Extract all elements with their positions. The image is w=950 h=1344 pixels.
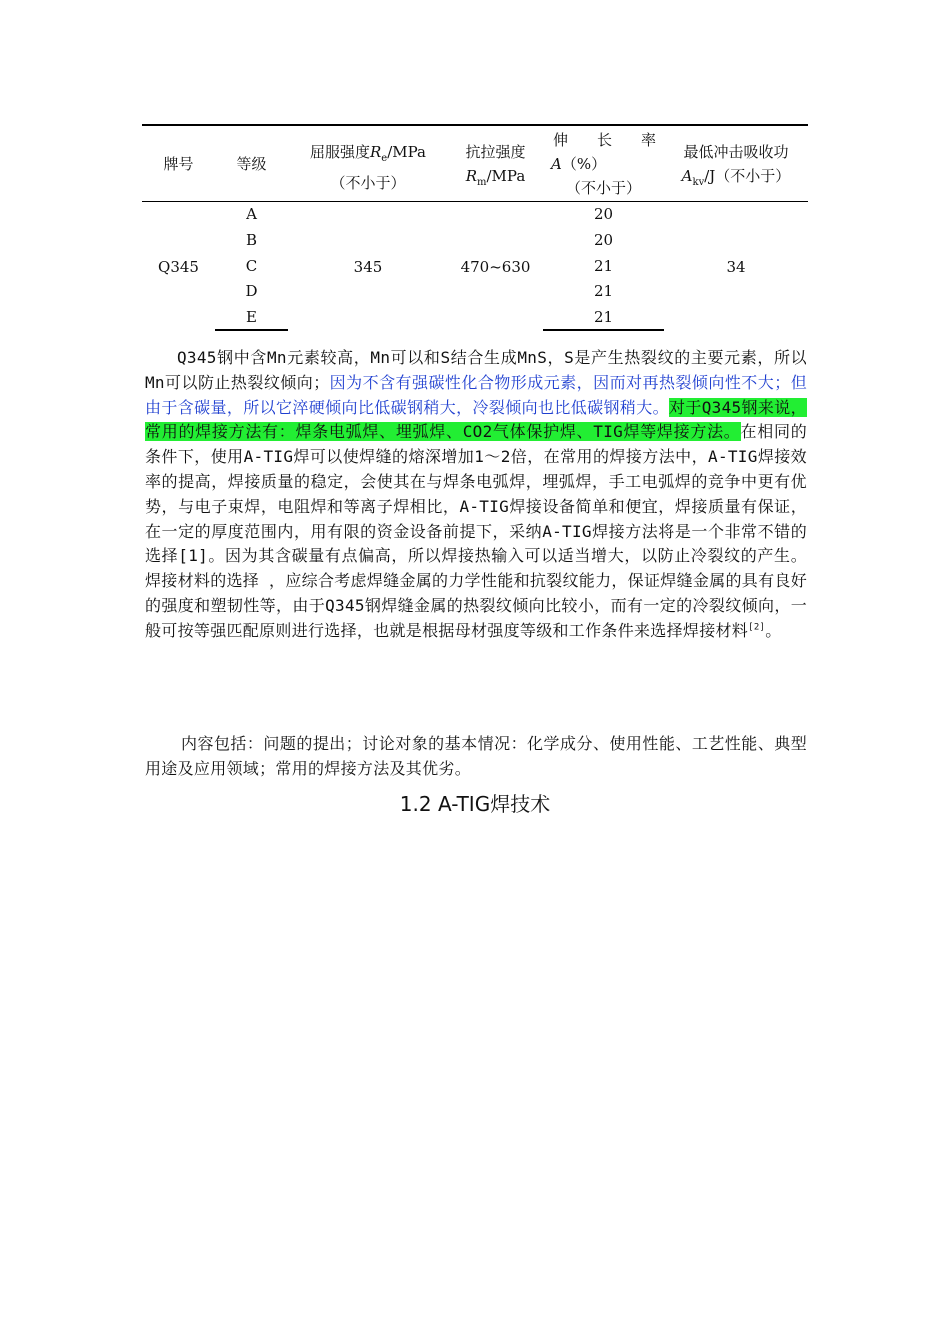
cell-grade: E: [246, 308, 257, 326]
cell-elongation: 21: [593, 257, 614, 275]
cell-grade: A: [246, 205, 257, 223]
cell-impact: 34: [726, 258, 746, 276]
header-impact: 最低冲击吸收功 $A_{kv}/J$（不小于）: [681, 143, 791, 188]
cell-grade: D: [245, 282, 258, 300]
body-paragraph-1: [145, 346, 807, 644]
cell-elongation: 21: [593, 308, 614, 326]
cell-elongation: 20: [593, 231, 614, 249]
header-brand: 牌号: [163, 155, 194, 173]
blue-highlighted-text: 因为不含有强碳性化合物形成元素，因而对再热裂倾向性不大；但由于含碳量，所以它淬硬倾向比低碳钢稍大，冷裂倾向也比低碳钢稍大。: [145, 372, 807, 417]
paragraph-text: Q345钢中含Mn元素较高，Mn可以和S结合生成MnS，S是产生热裂纹的主要元素，所以Mn可以防止热裂纹倾向；: [145, 348, 807, 392]
body-paragraph-2: 内容包括：问题的提出；讨论对象的基本情况：化学成分、使用性能、工艺性能、典型用途及应用领域；常用的焊接方法及其优劣。: [145, 734, 807, 778]
reference-superscript: [2]: [748, 622, 766, 633]
cell-elongation: 21: [593, 282, 614, 300]
header-tensile: 抗拉强度 $R_m$/MPa: [465, 143, 526, 188]
header-elongation: 伸 长 率 A（%） （不小于）: [551, 131, 656, 197]
cell-elongation: 20: [593, 205, 614, 223]
paragraph-end: 。: [765, 620, 782, 640]
header-grade: 等级: [236, 155, 267, 173]
cell-brand: Q345: [158, 258, 199, 276]
steel-properties-table: [142, 124, 808, 334]
green-highlighted-text: 对于Q345钢来说，常用的焊接方法有：焊条电弧焊、埋弧焊、CO2气体保护焊、TIG焊等焊接方法。: [145, 397, 807, 442]
section-heading: 1.2 A-TIG焊技术: [399, 792, 551, 816]
cell-yield: 345: [353, 258, 383, 276]
cell-grade: C: [245, 257, 258, 275]
header-yield: 屈服强度$R_e$/MPa （不小于）: [309, 143, 426, 192]
cell-grade: B: [245, 231, 258, 249]
cell-tensile: 470~630: [460, 258, 531, 276]
table-top-rule: [142, 124, 808, 126]
paragraph-text: 在相同的条件下，使用A-TIG焊可以使焊缝的熔深增加1～2倍，在常用的焊接方法中，A-TIG焊接效率的提高，焊接质量的稳定，会使其在与焊条电弧焊，埋弧焊，手工电弧焊的竞争中更有优势，与电子束焊，电阻焊和等离子焊相比，A-TIG焊接设备简单和便宜，焊接质量有保证，在一定的厚度范围内，用有限的资金设备前提下，采纳A-TIG焊接方法将是一个非常不错的选择[1]。因为其含碳量有点偏高，所以焊接热输入可以适当增大，以防止冷裂纹的产生。焊接材料的选择 ，应综合考虑焊缝金属的力学性能和抗裂纹能力，保证焊缝金属的具有良好的强度和塑韧性等，由于Q345钢焊缝金属的热裂纹倾向比较小，而有一定的冷裂纹倾向，一般可按等强匹配原则进行选择，也就是根据母材强度等级和工作条件来选择焊接材料: [145, 422, 807, 640]
